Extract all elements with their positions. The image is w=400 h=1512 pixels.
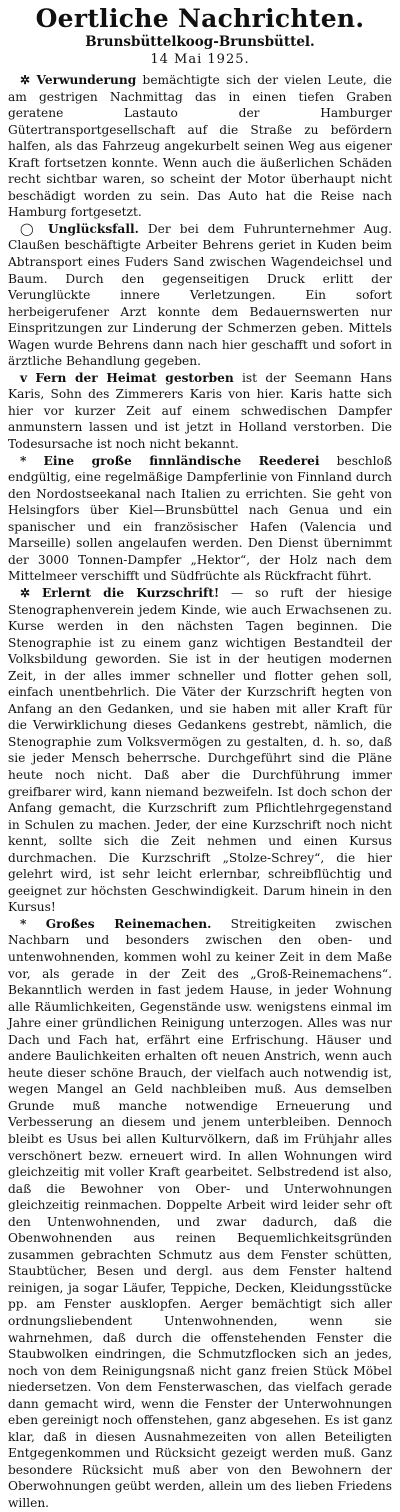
article-lead: Erlernt die Kurzschrift! <box>42 585 220 600</box>
section-marker: * <box>20 453 27 468</box>
location-heading: Brunsbüttelkoog-Brunsbüttel. <box>85 34 315 50</box>
article-reederei <box>8 453 392 585</box>
article-fern-der-heimat <box>8 370 392 453</box>
article-lead: Eine große finnländische Reederei <box>43 453 320 468</box>
article-lead: Unglücksfall. <box>47 221 139 236</box>
article-lead: Fern der Heimat gestorben <box>35 370 234 385</box>
article-body: Streitigkeiten zwischen Nachbarn und besonders zwischen den oben- und untenwohnenden, kommen wohl zu keiner Zeit in dem Maße vor, als gerade in der Zeit des „Groß-Reinemachens“. Bekanntlich werden in fast jedem Hause, in jeder Wohnung alle Räumlichkeiten, Gegenstände usw. wenigstens einmal im Jahre einer gründlichen Reinigung unterzogen. Alles was nur Dach und Fach hat, erfährt eine Erfrischung. Häuser und andere Baulichkeiten erhalten oft neuen Anstrich, wenn auch heute dieser schöne Brauch, der vielfach auch notwendig ist, wegen Mangel an Geld nachbleiben muß. Aus demselben Grunde muß manche notwendige Erneuerung und Verbesserung an diesem und jenem unterbleiben. Dennoch bleibt es Usus bei allen Kulturvölkern, daß im Frühjahr alles verschönert bezw. erneuert wird. In allen Wohnungen wird gleichzeitig mit voller Kraft gearbeitet. Selbstredend ist also, daß die Bewohner von Ober- und Unterwohnungen gleichzeitig reinmachen. Doppelte Arbeit wird leider sehr oft den Untenwohnenden, und zwar dadurch, daß die Obenwohnenden aus reinen Bequemlichkeitsgründen zusammen gebrachten Schmutz aus dem Fenster schütten, Staubtücher, Besen und dergl. aus dem Fenster haltend reinigen, ja sogar Läufer, Teppiche, Decken, Kleidungsstücke pp. am Fenster ausklopfen. Aerger bemächtigt sich aller ordnungsliebendent Untenwohnenden, wenn sie wahrnehmen, daß durch die offenstehenden Fenster die Staubwolken eindringen, die Schmutzflocken sich an jedes, noch von dem Reinigungsnaß nicht ganz freien Stück Möbel niedersetzen. Von dem Fensterwaschen, das vielfach gerade dann gemacht wird, wenn die Fenster der Unterwohnungen eben gereinigt noch offenstehen, ganz abgesehen. Es ist ganz klar, daß in diesen Ausnahmezeiten von allen Beteiligten Entgegenkommen und Rücksicht gezeigt werden muß. Ganz besondere Rücksicht muß aber von den Bewohnern der Oberwohnungen geübt werden, allein um des lieben Friedens willen. <box>8 916 392 1511</box>
article-reinemachen <box>8 916 392 1512</box>
article-kurzschrift <box>8 585 392 916</box>
article-body: ist der Seemann Hans Karis, Sohn des Zimmerers Karis von hier. Karis hatte sich hier vor kurzer Zeit auf einem schwedischen Dampfer anmunstern lassen und ist jetzt in Holland verstorben. Die Todesursache ist noch nicht bekannt. <box>8 370 392 452</box>
section-marker: v <box>20 370 28 385</box>
section-marker: * <box>20 916 27 931</box>
article-body: — so ruft der hiesige Stenographenverein jedem Kinde, wie auch Erwachsenen zu. Kurse werden in den nächsten Tagen beginnen. Die Stenographie ist zu einem ganz wichtigen Bestandteil der Volksbildung geworden. Sie ist in der heutigen modernen Zeit, in der alles immer schneller und flotter gehen soll, einfach unentbehrlich. Die Väter der Kurzschrift hegten von Anfang an den Gedanken, und sie haben mit aller Kraft für die Verwirklichung dieses Gedankens gestrebt, nämlich, die Stenographie zum Volksvermögen zu gestalten, d. h. so, daß sie jeder Mensch beherrsche. Durchgeführt sind die Pläne heute noch nicht. Daß aber die Durchführung immer greifbarer wird, kann niemand bezweifeln. Ist doch schon der Anfang gemacht, die Kurzschrift zum Pflichtlehrgegenstand in Schulen zu machen. Jeder, der eine Kurzschrift noch nicht kennt, sollte sich die Zeit nehmen und einen Kursus durchmachen. Die Kurzschrift „Stolze-Schrey“, die hier gelehrt wird, ist sehr leicht erlernbar, schreibflüchtig und geeignet zur höchsten Geschwindigkeit. Darum hinein in den Kursus! <box>8 585 393 915</box>
masthead-title: Oertliche Nachrichten. <box>35 4 365 33</box>
section-marker: ✲ <box>20 585 31 600</box>
article-unglucksfall <box>8 221 392 370</box>
article-lead: Verwunderung <box>36 73 137 87</box>
article-lead: Großes Reinemachen. <box>45 916 212 931</box>
section-marker: ✲ <box>20 73 31 87</box>
dateline: 14 Mai 1925. <box>150 52 250 67</box>
article-verwunderung <box>8 72 392 221</box>
article-body: bemächtigte sich der vielen Leute, die am gestrigen Nachmittag das in einen tiefen Graben geratene Lastauto der Hamburger Gütertransportgesellschaft auf die Straße zu befördern halfen, als das Fahrzeug angekurbelt seinen Weg aus eigener Kraft fortsetzen konnte. Wenn auch die äußerlichen Schäden recht sichtbar waren, so scheint der Motor überhaupt nicht beschädigt worden zu sein. Das Auto hat die Reise nach Hamburg fortgesetzt. <box>8 73 393 220</box>
article-body: Der bei dem Fuhrunternehmer Aug. Claußen beschäftigte Arbeiter Behrens geriet in Kuden beim Abtransport eines Fuders Sand zwischen Wagendeichsel und Baum. Durch den gegenseitigen Druck erlitt der Verunglückte innere Verletzungen. Ein sofort herbeigerufener Arzt konnte dem Bedauernswerten nur Einspritzungen zur Linderung der Schmerzen geben. Mittels Wagen wurde Behrens dann nach hier geschafft und sofort in ärztliche Behandlung gegeben. <box>8 221 392 369</box>
section-marker: ◯ <box>20 221 39 236</box>
article-body: beschloß endgültig, eine regelmäßige Dampferlinie von Finnland durch den Nordostseekanal nach Italien zu errichten. Sie geht von Helsingfors über Kiel—Brunsbüttel nach Genua und ein spanischer und ein französischer Hafen (Valencia und Marseille) sollen angelaufen werden. Den Dienst übernimmt der 3000 Tonnen-Dampfer „Hektor“, der Holz nach dem Mittelmeer verschifft und Südfrüchte als Rückfracht führt. <box>8 453 393 584</box>
